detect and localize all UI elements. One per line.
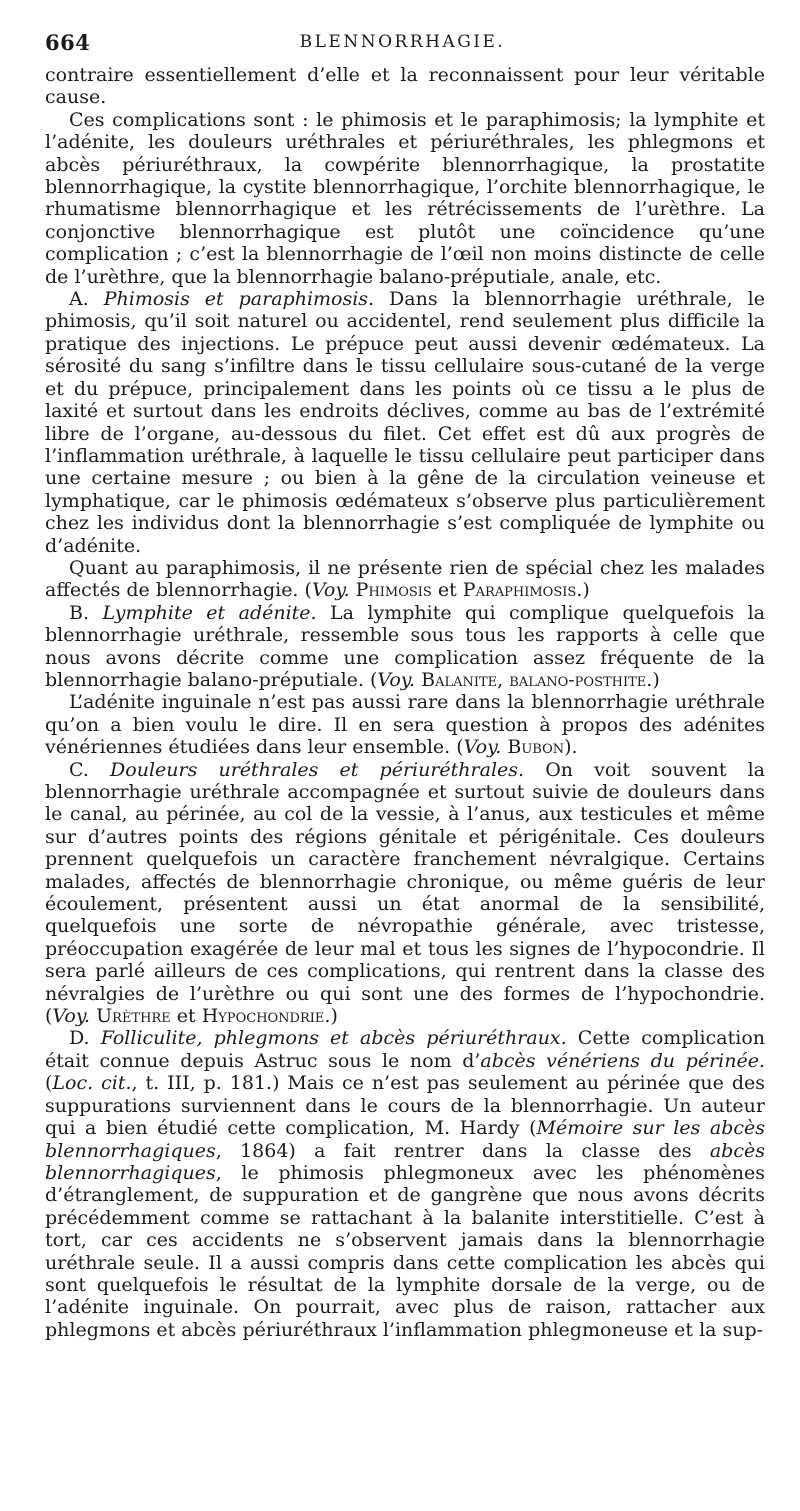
body-text [45,64,765,1341]
italic-text: Lymphite et adénite. [102,601,317,624]
italic-text: Voy. [377,668,416,691]
italic-text: abcès vénériens du périnée. [480,1049,765,1072]
paragraph [45,557,765,602]
small-caps-text: Paraphimosis [462,579,577,602]
text-run: B. [69,601,103,624]
paragraph [45,109,765,288]
text-run: , 1864) a fait rentrer dans la classe des [215,1139,710,1162]
text-run: Ces complications sont : le phimosis et le paraphimosis; la lymphite et l’adénite, les douleurs uréthrales et périuréthrales, les phlegmons et abcès périuréthraux, la cowpérite blennorrhagique, la prostatite blennorrhagique, la cystite blennorrhagique, l’orchite blennorrhagique, le rhumatisme blennorrhagique et les rétrécissements de l’urèthre. La conjonctive blennorrhagique est plutôt une coïncidence qu’une complication ; c’est la blennorrhagie de l’œil non moins distincte de celle de l’urèthre, que la blennorrhagie balano-préputiale, anale, etc. [45,108,765,288]
text-run: La lymphite qui complique quelquefois la blennorrhagie uréthrale, ressemble sous tous les rapports à celle que nous avons décrite comme une complication assez fréquente de la blennorrhagie balano-préputiale. ( [45,601,765,691]
text-run: Cette complication était connue depuis Astruc sous le nom d’ [45,1027,765,1072]
text-run: , t. III, p. 181.) Mais ce n’est pas seulement au périnée que des suppurations surviennent dans le cours de la blennorrhagie. Un auteur qui a bien étudié cette complication, M. Hardy ( [45,1072,765,1140]
italic-text: Mémoire sur les abcès blennorrhagiques [45,1117,765,1162]
italic-text: Loc. cit. [52,1072,132,1095]
italic-text: Folliculite, phlegmons et abcès périuréthraux. [100,1027,567,1050]
text-run: .) [576,579,590,602]
italic-text: Voy. [463,736,502,759]
paragraph [45,288,765,557]
text-run: C. [69,758,111,781]
text-run: , le phimosis phlegmoneux avec les phénomènes d’étranglement, de suppuration et de gangrène que nous avons décrits précédemment comme se rattachant à la balanite interstitielle. C’est à tort, car ces accidents ne s’observent jamais dans la blennorrhagie uréthrale seule. Il a aussi compris dans cette complication les abcès qui sont quelquefois le résultat de la lymphite dorsale de la verge, ou de l’adénite inguinale. On pourrait, avec plus de raison, rattacher aux phlegmons et abcès périuréthraux l’inflammation phlegmoneuse et la sup- [45,1161,765,1341]
paragraph [45,691,765,758]
small-caps-text: Urèthre [96,1005,171,1028]
text-run: ( [45,1072,53,1095]
paragraph [45,602,765,692]
text-run: et [170,1005,202,1028]
paragraph [45,1027,765,1341]
small-caps-text: Balanite [421,668,498,691]
running-title: BLENNORRHAGIE. [299,32,506,52]
italic-text: Voy. [52,1005,91,1028]
italic-text: Douleurs uréthrales et périuréthrales. [110,758,525,781]
small-caps-text: balano-posthite [509,668,647,691]
small-caps-text: Phimosis [355,579,432,602]
paragraph [45,64,765,109]
text-run: A. [69,288,104,311]
small-caps-text: Hypochondrie [201,1005,325,1028]
small-caps-text: Bubon [507,736,565,759]
page-header [45,30,760,56]
text-run: On voit souvent la blennorrhagie uréthrale accompagnée et surtout suivie de douleurs dans le canal, au périnée, au col de la vessie, à l’anus, aux testicules et même sur d’autres points des régions génitale et périgénitale. Ces douleurs prennent quelquefois un caractère franchement névralgique. Certains malades, affectés de blennorrhagie chronique, ou même guéris de leur écoulement, présentent aussi un état anormal de la sensibilité, quelquefois une sorte de névropathie générale, avec tristesse, préoccupation exagérée de leur mal et tous les signes de l’hypocondrie. Il sera parlé ailleurs de ces complications, qui rentrent dans la classe des névralgies de l’urèthre ou qui sont une des formes de l’hypochondrie. ( [45,758,765,1028]
text-run: et [431,579,463,602]
page-number: 664 [45,30,91,55]
text-run: , [497,668,510,691]
text-run: .) [646,668,660,691]
text-run: contraire essentiellement d’elle et la reconnaissent pour leur véritable cause. [45,64,765,109]
italic-text: Voy. [311,579,350,602]
italic-text: Phimosis et paraphimosis. [103,288,375,311]
text-run: D. [69,1027,101,1050]
text-run: Dans la blennorrhagie uréthrale, le phimosis, qu’il soit naturel ou accidentel, rend seulement plus difficile la pratique des injections. Le prépuce peut aussi devenir œdémateux. La sérosité du sang s’infiltre dans le tissu cellulaire sous-cutané de la verge et du prépuce, principalement dans les points où ce tissu a le plus de laxité et surtout dans les endroits déclives, comme au bas de l’extrémité libre de l’organe, au-dessous du filet. Cet effet est dû aux progrès de l’inflammation uréthrale, à laquelle le tissu cellulaire peut participer dans une certaine mesure ; ou bien à la gêne de la circulation veineuse et lymphatique, car le phimosis œdémateux s’observe plus particulièrement chez les individus dont la blennorrhagie s’est compliquée de lymphite ou d’adénite. [45,288,765,557]
paragraph [45,759,765,1028]
text-run: ). [564,736,578,759]
text-run: .) [324,1005,338,1028]
text-run: Quant au paraphimosis, il ne présente rien de spécial chez les malades affectés de blennorrhagie. ( [45,556,765,602]
italic-text: abcès blennorrhagiques [45,1139,765,1184]
text-run: L’adénite inguinale n’est pas aussi rare dans la blennorrhagie uréthrale qu’on a bien voulu le dire. Il en sera question à propos des adénites vénériennes étudiées dans leur ensemble. ( [45,691,765,759]
